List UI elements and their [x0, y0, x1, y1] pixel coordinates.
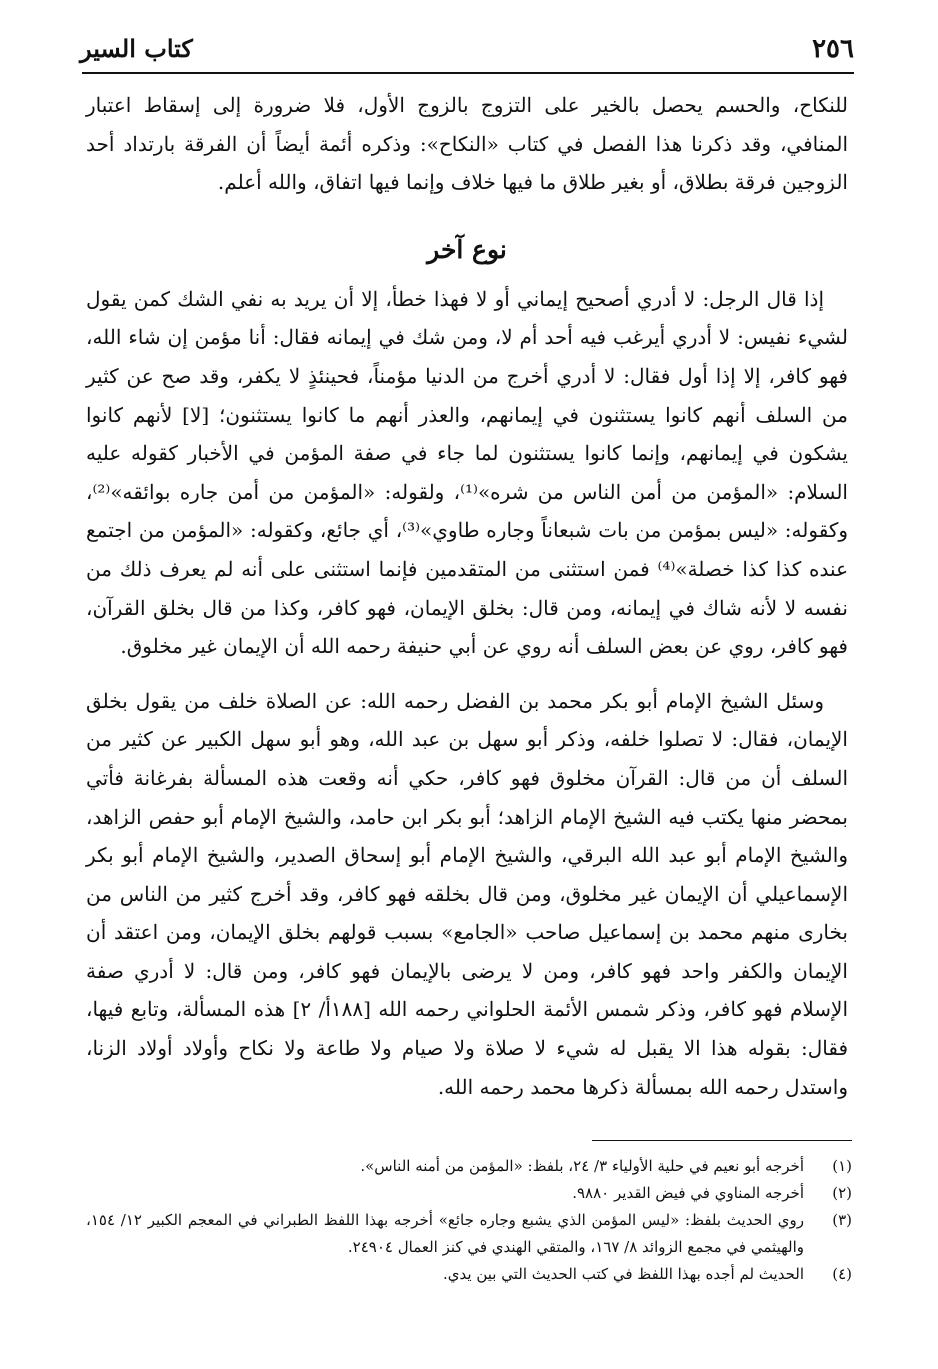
footnote-number: (٣): [832, 1211, 852, 1229]
footnote-rule: [592, 1140, 852, 1141]
paragraph-gap: [86, 666, 848, 682]
section-heading: نوع آخر: [427, 234, 507, 264]
footnote-text: روي الحديث بلفظ: «ليس المؤمن الذي يشبع وجاره جائع» أخرجه بهذا اللفظ الطبراني في المعجم الكبير ١٢/ ١٥٤، والهيثمي في مجمع الزوائد ٨/ ١٦٧، والمتقي الهندي في كنز العمال ٢٤٩٠٤.: [86, 1211, 804, 1256]
footnote-number: (٤): [832, 1265, 852, 1283]
footnote-number: (١): [832, 1157, 852, 1175]
running-title: كتاب السير: [80, 34, 193, 63]
paragraph: للنكاح، والحسم يحصل بالخير على التزوج بالزوج الأول، فلا ضرورة إلى إسقاط اعتبار المنافي، وقد ذكرنا هذا الفصل في كتاب «النكاح»: وذكره أئمة أيضاً أن الفرقة بارتداد أحد الزوجين فرقة بطلاق، أو بغير طلاق ما فيها خلاف وإنما فيها اتفاق، والله أعلم.: [86, 93, 848, 195]
footnote: [86, 1180, 852, 1207]
paragraph: إذا قال الرجل: لا أدري أصحيح إيماني أو لا فهذا خطأ، إلا أن يريد به نفي الشك كمن يقول لشيء نفيس: لا أدري أيرغب فيه أحد أم لا، ومن شك في إيمانه فقال: أنا مؤمن إن شاء الله، فهو كافر، إلا إذا أول فقال: لا أدري أخرج من الدنيا مؤمناً، فحينئذٍ لا يكفر، وقد صح عن كثير من السلف أنهم كانوا يستثنون في إيمانهم، والعذر أنهم ما كانوا يستثنون؛ [لا] لأنهم كانوا يشكون في إيمانهم، وإنما كانوا يستثنون لما جاء في صفة المؤمن في الأخبار كقوله عليه السلام: «المؤمن من أمن الناس من شره»⁽¹⁾، ولقوله: «المؤمن من أمن جاره بوائقه»⁽²⁾، وكقوله: «ليس بمؤمن من بات شبعاناً وجاره طاوي»⁽³⁾، أي جائع، وكقوله: «المؤمن من اجتمع عنده كذا كذا خصلة»⁽⁴⁾ فمن استثنى من المتقدمين فإنما استثنى على أنه لم يعرف ذلك من نفسه لا لأنه شاك في إيمانه، ومن قال: بخلق الإيمان، فهو كافر، وكذا من قال بخلق القرآن، فهو كافر، روي عن بعض السلف أنه روي عن أبي حنيفة رحمه الله أن الإيمان غير مخلوق.: [86, 286, 848, 659]
header-rule: [82, 72, 854, 74]
footnote: [86, 1153, 852, 1180]
footnote: [86, 1261, 852, 1288]
footnote-number: (٢): [832, 1184, 852, 1202]
footnote-text: أخرجه المناوي في فيض القدير ٩٨٨٠.: [572, 1184, 804, 1202]
footnote-text: الحديث لم أجده بهذا اللفظ في كتب الحديث التي بين يدي.: [443, 1265, 804, 1283]
page-header: [80, 28, 854, 68]
paragraph: وسئل الشيخ الإمام أبو بكر محمد بن الفضل رحمه الله: عن الصلاة خلف من يقول بخلق الإيمان، فقال: لا تصلوا خلفه، وذكر أبو سهل بن عبد الله، وهو أبو سهل الكبير عن كثير من السلف أن من قال: القرآن مخلوق فهو كافر، حكي أنه وقعت هذه المسألة بفرغانة فأتي بمحضر منها يكتب فيه الشيخ الإمام الزاهد؛ أبو بكر ابن حامد، والشيخ الإمام أبو حفص الزاهد، والشيخ الإمام أبو عبد الله البرقي، والشيخ الإمام أبو إسحاق الصدير، والشيخ الإمام أبو بكر الإسماعيلي أن الإيمان غير مخلوق، ومن قال بخلقه فهو كافر، وقد أخرج كثير من الناس من بخارى منهم محمد بن إسماعيل صاحب «الجامع» بسبب قولهم بخلق الإيمان، ومن اعتقد أن الإيمان والكفر واحد فهو كافر، ومن لا يرضى بالإيمان فهو كافر، ومن قال: لا أدري صفة الإسلام فهو كافر، وذكر شمس الأئمة الحلواني رحمه الله [١٨٨أ/ ٢] هذه المسألة، وتابع فيها، فقال: بقوله هذا الا يقبل له شيء لا صلاة ولا صيام ولا طاعة ولا نكاح وأولاد أولاد الزنا، واستدل رحمه الله بمسألة ذكرها محمد رحمه الله.: [86, 688, 848, 1099]
footnote-text: أخرجه أبو نعيم في حلية الأولياء ٣/ ٢٤، بلفظ: «المؤمن من أمنه الناس».: [360, 1157, 804, 1175]
footnotes: [86, 1153, 852, 1288]
footnote: [86, 1207, 852, 1261]
page-number: ٢٥٦: [812, 34, 854, 64]
main-text: [86, 86, 848, 1106]
